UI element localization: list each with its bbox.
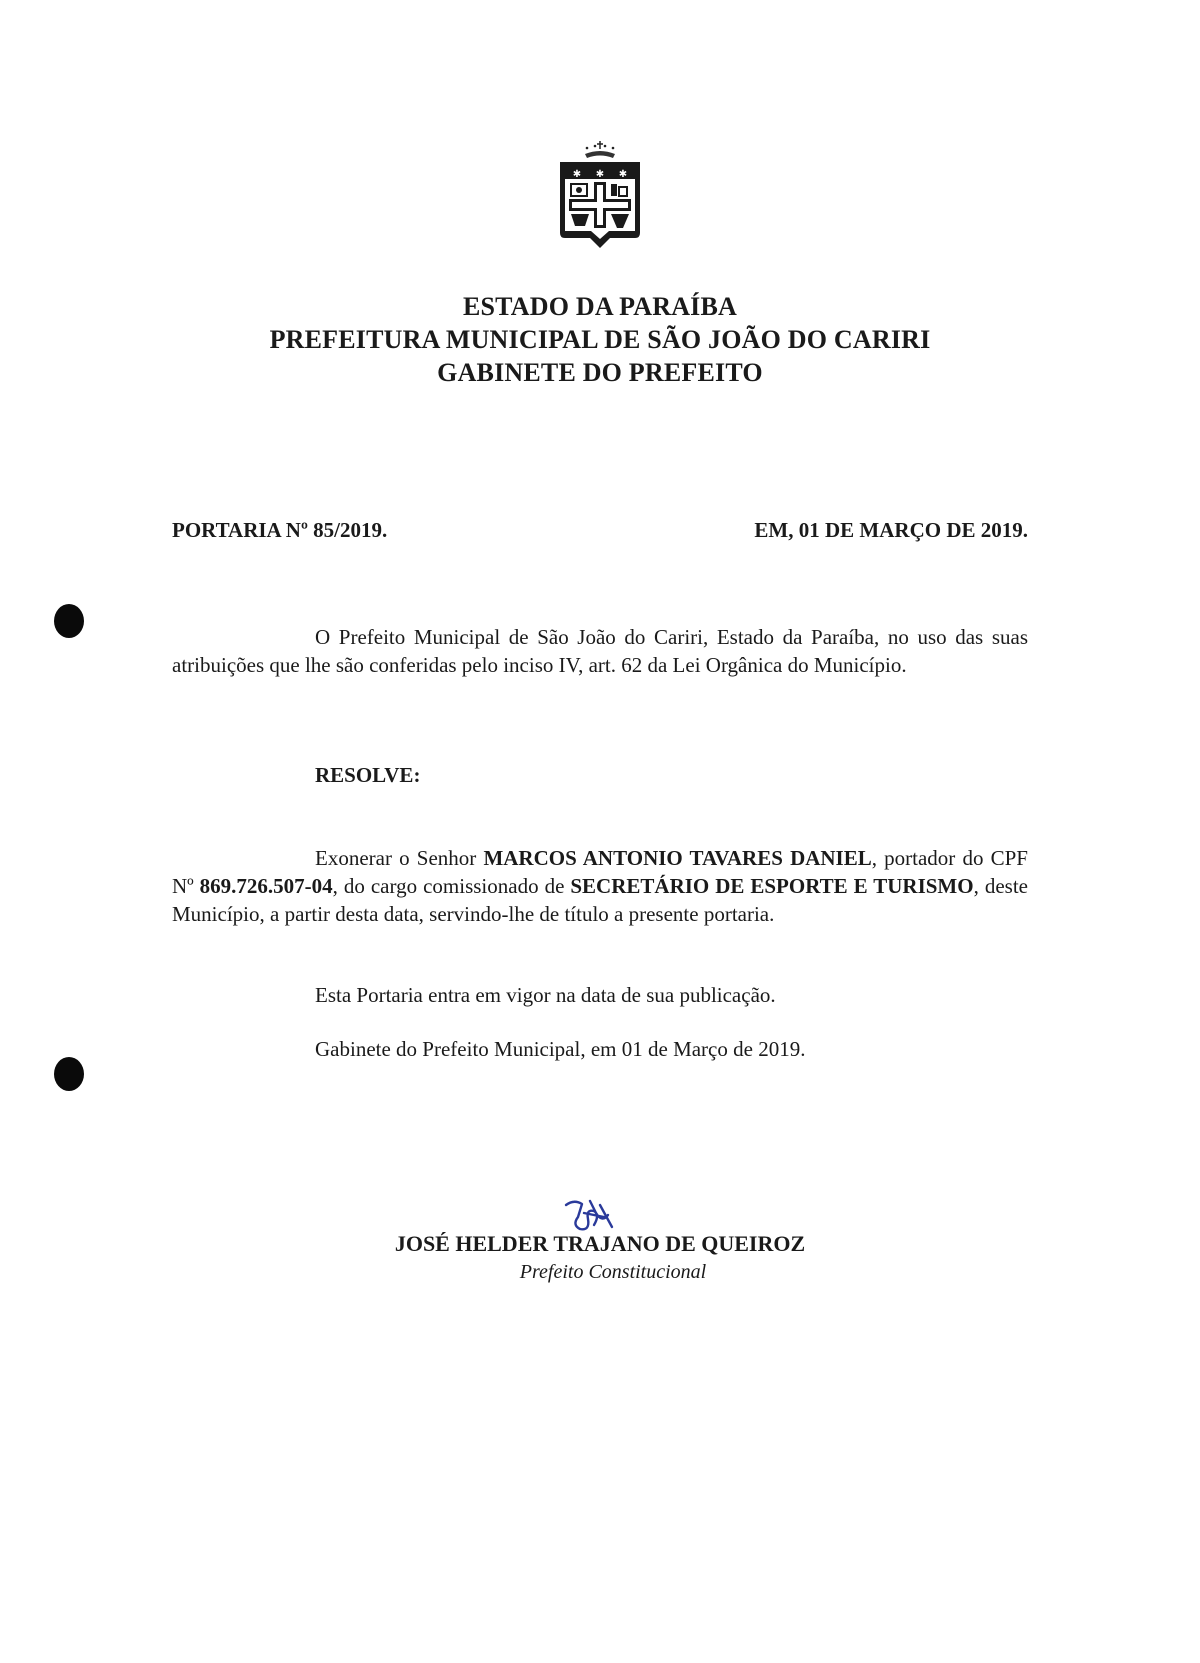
punch-hole-bottom (54, 1057, 84, 1091)
position-title: SECRETÁRIO DE ESPORTE E TURISMO (570, 874, 974, 898)
cpf-number: 869.726.507-04 (199, 874, 333, 898)
signatory-name: JOSÉ HELDER TRAJANO DE QUEIROZ (394, 1231, 806, 1256)
decision-text-1: Exonerar o Senhor (315, 846, 484, 870)
closing-paragraph: Gabinete do Prefeito Municipal, em 01 de Março de 2019. (315, 1037, 806, 1061)
preamble-paragraph: O Prefeito Municipal de São João do Cariri, Estado da Paraíba, no uso das suas atribuições que lhe são conferidas pelo inciso IV, art. 62 da Lei Orgânica do Município. (172, 625, 1028, 677)
decision-text-3: , do cargo comissionado de (332, 874, 571, 898)
decision-text-2: , portador do CPF Nº (172, 846, 1028, 898)
dismissed-person-name: MARCOS ANTONIO TAVARES DANIEL (483, 846, 872, 870)
resolve-label: RESOLVE: (315, 763, 421, 787)
portaria-line (172, 518, 1028, 543)
header-state: ESTADO DA PARAÍBA (462, 292, 738, 321)
document-header (0, 290, 1200, 389)
header-cabinet: GABINETE DO PREFEITO (437, 358, 763, 387)
portaria-date: EM, 01 DE MARÇO DE 2019. (754, 518, 1028, 542)
municipal-coat-of-arms-icon (555, 138, 645, 253)
svg-text:✱: ✱ (618, 169, 628, 180)
svg-text:✱: ✱ (572, 169, 582, 180)
decision-text-4: , deste Município, a partir desta data, servindo-lhe de título a presente portaria. (172, 874, 1028, 926)
punch-hole-top (54, 604, 84, 638)
header-prefecture: PREFEITURA MUNICIPAL DE SÃO JOÃO DO CARIRI (269, 325, 931, 354)
signatory-title: Prefeito Constitucional (519, 1261, 707, 1283)
effect-paragraph: Esta Portaria entra em vigor na data de sua publicação. (315, 983, 776, 1007)
svg-text:✱: ✱ (595, 169, 605, 180)
decision-paragraph (172, 844, 1028, 928)
portaria-number: PORTARIA Nº 85/2019. (172, 518, 388, 542)
